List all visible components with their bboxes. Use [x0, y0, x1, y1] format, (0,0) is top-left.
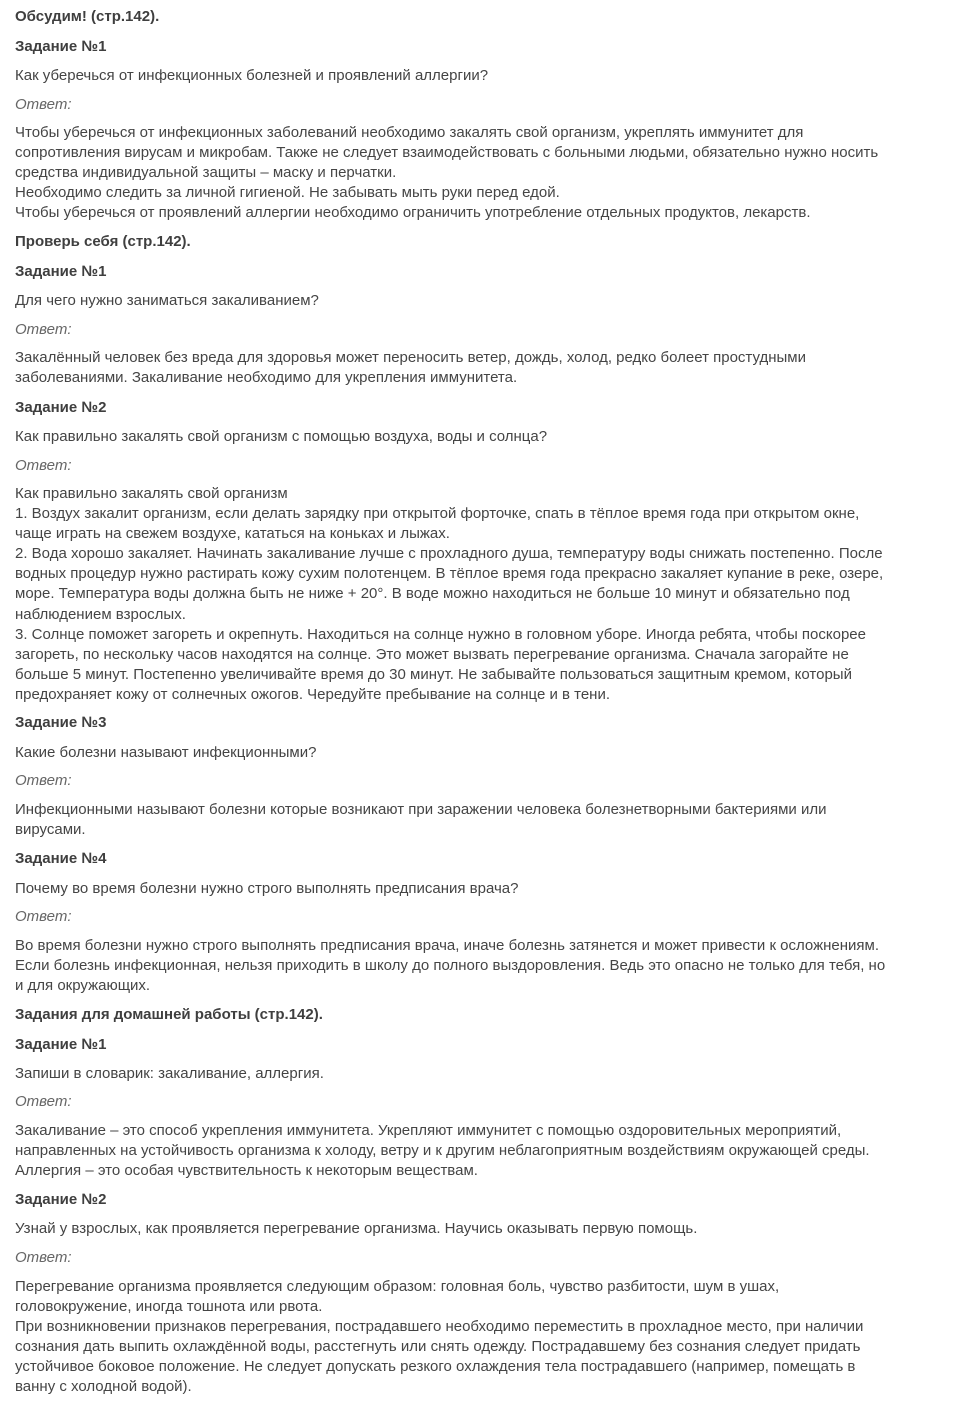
answer-line: Чтобы уберечься от проявлений аллергии необходимо ограничить употребление отдельных продуктов, лекарств.: [15, 204, 811, 222]
answer-line: Перегревание организма проявляется следующим образом: головная боль, чувство разбитости, шум в ушах,: [15, 1278, 780, 1295]
answer-line: водных процедур нужно растирать кожу сухим полотенцем. В тёплое время года прекрасно закаляет купание в реке, озере,: [15, 565, 884, 583]
answer-line: Во время болезни нужно строго выполнять предписания врача, иначе болезнь затянется и может привести к осложнениям.: [15, 937, 880, 954]
answer-label: Ответ:: [15, 908, 72, 925]
task-question: Как уберечься от инфекционных болезней и проявлений аллергии?: [15, 67, 489, 84]
answer-line: При возникновении признаков перегревания, пострадавшего необходимо переместить в прохладное место, при наличии: [15, 1318, 864, 1336]
answer-line: чаще играть на свежем воздухе, кататься на коньках и лыжах.: [15, 525, 450, 543]
answer-line: наблюдением взрослых.: [15, 605, 186, 623]
task-question: Почему во время болезни нужно строго выполнять предписания врача?: [15, 880, 519, 897]
section-heading: Обсудим! (стр.142).: [15, 8, 160, 25]
answer-line: Необходимо следить за личной гигиеной. Не забывать мыть руки перед едой.: [15, 184, 560, 202]
answer-label: Ответ:: [15, 457, 72, 474]
answer-text: [15, 123, 960, 223]
task-title: Задание №1: [15, 1036, 107, 1053]
answer-line: сознания дать выпить охлаждённой воды, расстегнуть или снять одежду. Пострадавшему без сознания следует придать: [15, 1338, 861, 1356]
task-question: Узнай у взрослых, как проявляется перегревание организма. Научись оказывать первую помощь.: [15, 1220, 698, 1237]
answer-line: предохраняет кожу от солнечных ожогов. Чередуйте пребывание на солнце и в тени.: [15, 685, 611, 703]
answer-line: средства индивидуальной защиты – маску и перчатки.: [15, 164, 397, 182]
answer-line: море. Температура воды должна быть не ниже + 20°. В воде можно находиться не больше 10 минут и обязательно под: [15, 585, 850, 603]
task-title: Задание №1: [15, 38, 107, 55]
answer-line: Аллергия – это особая чувствительность к некоторым веществам.: [15, 1162, 478, 1180]
task-title: Задание №3: [15, 714, 107, 731]
answer-label: Ответ:: [15, 96, 72, 113]
answer-line: Инфекционными называют болезни которые возникают при заражении человека болезнетворными бактериями или: [15, 801, 827, 818]
section-heading: Задания для домашней работы (стр.142).: [15, 1006, 323, 1023]
task-question: Как правильно закалять свой организм с помощью воздуха, воды и солнца?: [15, 428, 548, 445]
answer-label: Ответ:: [15, 1249, 72, 1266]
task-title: Задание №4: [15, 850, 107, 867]
task-question: Какие болезни называют инфекционными?: [15, 744, 317, 761]
answer-label: Ответ:: [15, 321, 72, 338]
answer-line: больше 5 минут. Постепенно увеличивайте время до 30 минут. Не забывайте пользоваться защитным кремом, который: [15, 665, 852, 683]
answer-text: [15, 800, 960, 840]
answer-text: [15, 1121, 960, 1181]
answer-line: ванну с холодной водой).: [15, 1378, 192, 1396]
answer-line: 1. Воздух закалит организм, если делать зарядку при открытой форточке, спать в тёплое время года при открытом окне,: [15, 505, 860, 523]
answer-text: [15, 348, 960, 388]
task-title: Задание №1: [15, 263, 107, 280]
answer-line: загореть, по нескольку часов находятся на солнце. Это может вызвать перегревание организма. Сначала загорайте не: [15, 645, 849, 663]
task-question: Запиши в словарик: закаливание, аллергия.: [15, 1065, 324, 1082]
answer-label: Ответ:: [15, 772, 72, 789]
answer-label: Ответ:: [15, 1093, 72, 1110]
task-question: Для чего нужно заниматься закаливанием?: [15, 292, 319, 309]
answer-line: направленных на устойчивость организма к холоду, ветру и к другим неблагоприятным воздействиям окружающей среды.: [15, 1142, 870, 1160]
answer-line: головокружение, иногда тошнота или рвота.: [15, 1298, 323, 1316]
task-title: Задание №2: [15, 1191, 107, 1208]
answer-line: Закалённый человек без вреда для здоровья может переносить ветер, дождь, холод, редко болеет простудными: [15, 349, 806, 366]
answer-line: устойчивое боковое положение. Не следует допускать резкого охлаждения тела пострадавшего (например, помещать в: [15, 1358, 856, 1376]
task-title: Задание №2: [15, 399, 107, 416]
answer-line: Если болезнь инфекционная, нельзя приходить в школу до полного выздоровления. Ведь это опасно не только для тебя, но: [15, 957, 886, 975]
answer-text: [15, 936, 960, 996]
answer-line: 3. Солнце поможет загореть и окрепнуть. Находиться на солнце нужно в головном уборе. Иногда ребята, чтобы поскорее: [15, 625, 866, 643]
answer-text: [15, 484, 960, 705]
answer-line: и для окружающих.: [15, 977, 151, 995]
answer-line: сопротивления вирусам и микробам. Также не следует взаимодействовать с больными людьми, обязательно нужно носить: [15, 144, 879, 162]
answer-line: Закаливание – это способ укрепления иммунитета. Укрепляют иммунитет с помощью оздоровительных мероприятий,: [15, 1122, 842, 1139]
section-heading: Проверь себя (стр.142).: [15, 233, 191, 250]
answer-line: Чтобы уберечься от инфекционных заболеваний необходимо закалять свой организм, укреплять иммунитет для: [15, 124, 804, 141]
answer-line: вирусами.: [15, 821, 86, 839]
answer-line: 2. Вода хорошо закаляет. Начинать закаливание лучше с прохладного душа, температуру воды снижать постепенно. После: [15, 545, 883, 563]
answer-text: [15, 1277, 960, 1398]
answer-line: заболеваниями. Закаливание необходимо для укрепления иммунитета.: [15, 369, 518, 387]
answer-line: Как правильно закалять свой организм: [15, 485, 288, 502]
